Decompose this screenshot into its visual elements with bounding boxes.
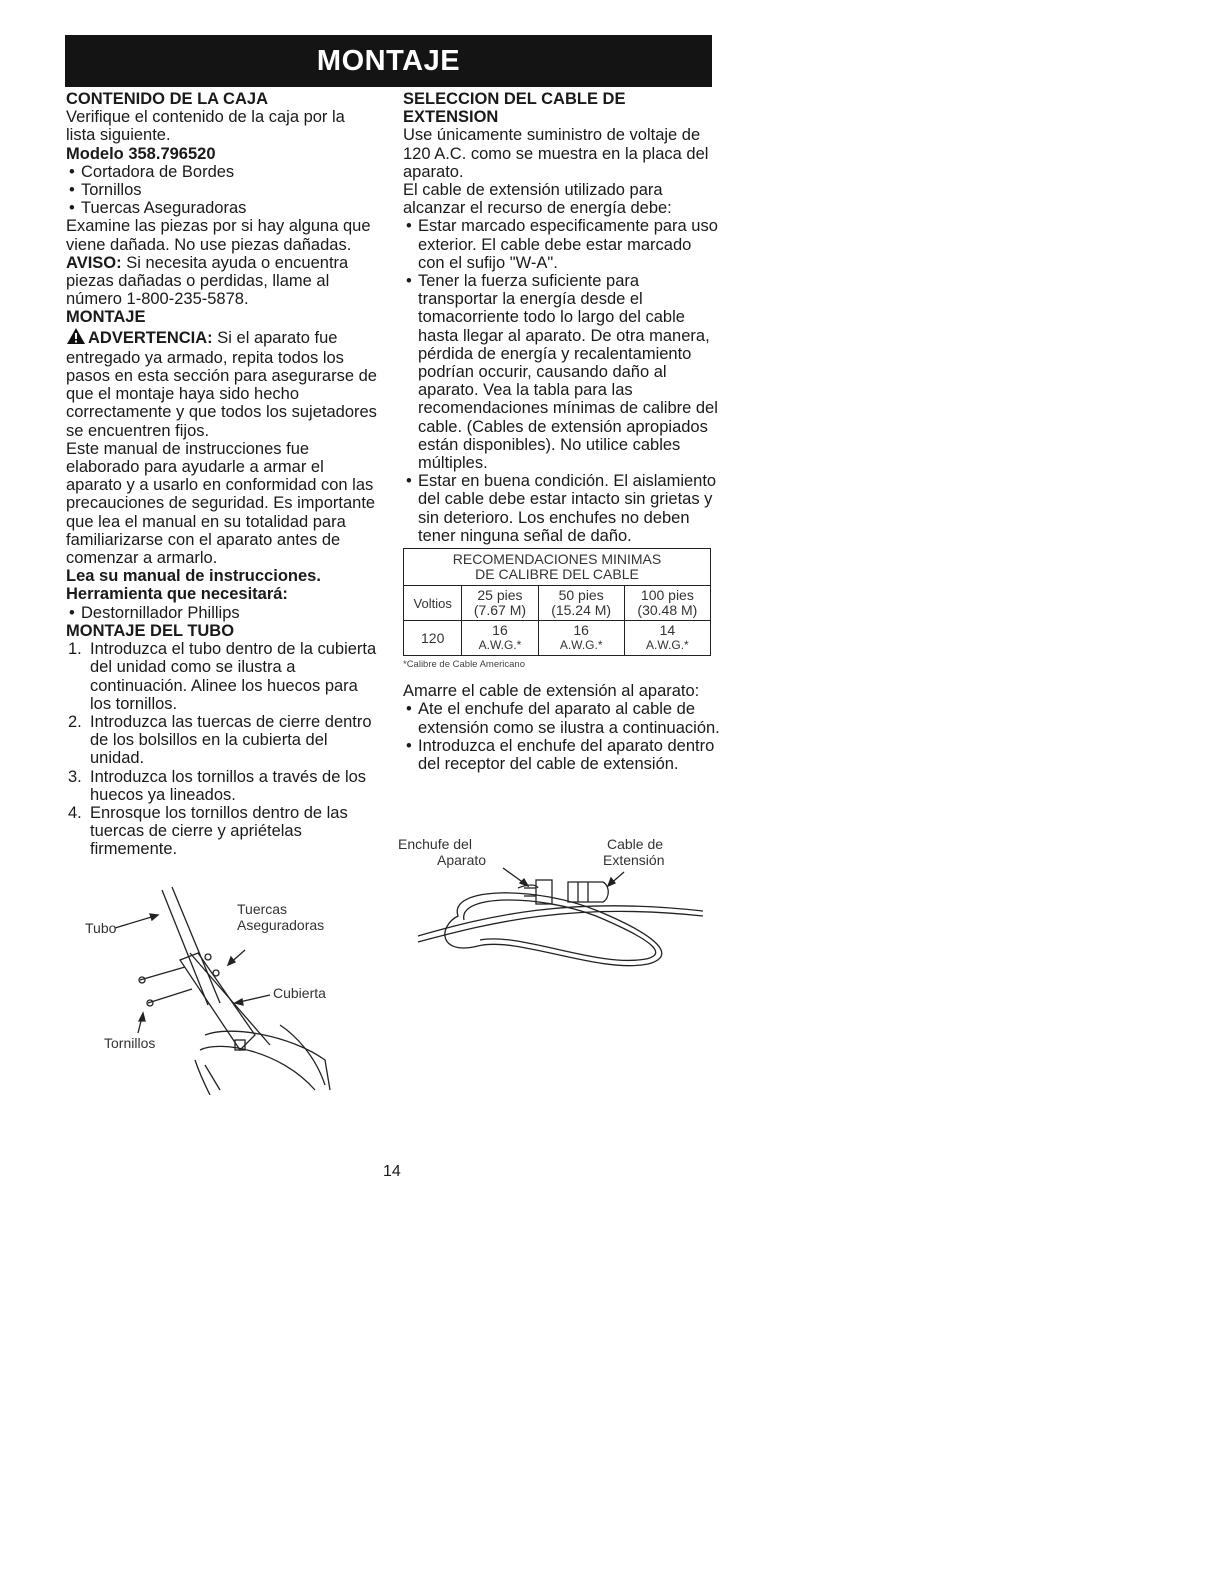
tube-assembly-figure (80, 885, 370, 1095)
step-text: Introduzca el tubo dentro de la cubierta del unidad como se ilustra a continuación. Alinee los huecos para los tornillos. (90, 640, 377, 713)
table-cell: 14 A.W.G.* (624, 621, 710, 656)
manual-purpose-text: Este manual de instrucciones fue elaborado para ayudarle a armar el aparato y a usarlo en conformidad con las precauciones de seguridad. Es importante que lea el manual en su totalidad para familiarizarse con el aparato antes de comenzar a armarlo. (66, 439, 376, 568)
list-item: • Tuercas Aseguradoras (66, 199, 378, 217)
table-cell: 50 pies (15.24 M) (538, 586, 624, 621)
figure-label-screws: Tornillos (104, 1035, 156, 1051)
table-cell: 120 (404, 621, 462, 656)
table-title-line2: DE CALIBRE DEL CABLE (475, 566, 639, 583)
box-contents-intro: Verifique el contenido de la caja por la lista siguiente. (66, 108, 345, 145)
assembly-heading: MONTAJE (66, 308, 146, 327)
table-cell: Voltios (404, 586, 462, 621)
tube-steps (66, 640, 378, 858)
figure-label-cover: Cubierta (273, 985, 326, 1001)
figure-label-nuts-line2: Aseguradoras (237, 917, 325, 933)
list-item: • Estar en buena condición. El aislamiento del cable debe estar intacto sin grietas y sin deterioro. Los enchufes no deben tener ninguna señal de daño. (403, 472, 721, 545)
tools-list (66, 604, 378, 622)
figure-label-plug-line2: Aparato (437, 852, 487, 868)
right-column (403, 90, 721, 773)
table-cell: 16 A.W.G.* (538, 621, 624, 656)
tie-cable-list (403, 700, 721, 773)
box-contents-list (66, 163, 378, 218)
warning-text: Si el aparato fue entregado ya armado, repita todos los pasos en esta sección para asegurarse de que el montaje haya sido hecho correctamente y que todos los sujetadores se encuentren fijos. (66, 328, 377, 440)
notice-text: Si necesita ayuda o encuentra piezas dañadas o perdidas, llame al número 1-800-235-5878. (66, 253, 349, 309)
step-number: 1. (68, 640, 82, 659)
table-title-line1: RECOMENDACIONES MINIMAS (452, 551, 662, 568)
cable-requirements-intro: El cable de extensión utilizado para alcanzar el recurso de energía debe: (403, 181, 672, 218)
tube-assembly-drawing (80, 885, 370, 1095)
warning-icon (66, 327, 86, 349)
figure-label-tube: Tubo (85, 920, 117, 936)
page-number: 14 (383, 1163, 401, 1180)
step-number: 3. (68, 767, 82, 786)
tools-heading: Herramienta que necesitará: (66, 585, 288, 604)
step-item (66, 640, 378, 713)
table-cell: 100 pies (30.48 M) (624, 586, 710, 621)
left-column (66, 90, 378, 859)
table-row (404, 621, 711, 656)
step-text: Introduzca las tuercas de cierre dentro de los bolsillos en la cubierta del unidad. (90, 712, 372, 768)
tube-assembly-heading: MONTAJE DEL TUBO (66, 621, 235, 640)
warning-label: ADVERTENCIA: (88, 328, 213, 347)
read-manual-text: Lea su manual de instrucciones. (66, 567, 321, 586)
step-text: Enrosque los tornillos dentro de las tuercas de cierre y apriételas firmemente. (90, 803, 348, 859)
table-cell: 25 pies (7.67 M) (462, 586, 538, 621)
cable-gauge-table (403, 548, 711, 656)
step-item (66, 713, 378, 768)
list-item: • Destornillador Phillips (66, 604, 378, 622)
notice-paragraph (66, 254, 378, 309)
cable-requirements-list (403, 217, 721, 545)
figure-label-cable-line1: Cable de (607, 836, 664, 852)
section-banner (65, 35, 712, 87)
cable-heading: SELECCION DEL CABLE DE EXTENSION (403, 90, 626, 127)
list-item: • Tener la fuerza suficiente para transportar la energía desde el tomacorriente todo lo largo del cable hasta llegar al aparato. De otra manera, pérdida de energía y recalentamiento podrían occurir, causando daño al aparato. Vea la tabla para las recomendaciones mínimas de calibre del cable. (Cables de extensión apropiados están disponibles). No utilice cables múltiples. (403, 272, 721, 472)
page-title: MONTAJE (316, 45, 461, 77)
figure-label-cable-line2: Extensión (603, 852, 665, 868)
table-row (404, 549, 711, 586)
figure-label-nuts-line1: Tuercas (237, 901, 288, 917)
table-footnote: *Calibre de Cable Americano (403, 659, 525, 671)
figure-label-plug-line1: Enchufe del (398, 836, 472, 852)
cable-tie-figure (398, 836, 718, 976)
notice-label: AVISO: (66, 253, 122, 272)
inspect-parts-text: Examine las piezas por si hay alguna que viene dañada. No use piezas dañadas. (66, 217, 371, 254)
list-item: • Cortadora de Bordes (66, 163, 378, 181)
tie-cable-intro: Amarre el cable de extensión al aparato: (403, 682, 700, 701)
step-item (66, 804, 378, 859)
table-row (404, 586, 711, 621)
list-item: • Introduzca el enchufe del aparato dentro del receptor del cable de extensión. (403, 737, 721, 773)
box-contents-heading: CONTENIDO DE LA CAJA (66, 90, 268, 108)
table-cell: 16 A.W.G.* (462, 621, 538, 656)
warning-paragraph (66, 327, 378, 440)
table-title (404, 549, 711, 586)
list-item: • Tornillos (66, 181, 378, 199)
step-number: 4. (68, 803, 82, 822)
model-number: Modelo 358.796520 (66, 144, 216, 163)
list-item: • Ate el enchufe del aparato al cable de extensión como se ilustra a continuación. (403, 700, 721, 736)
step-number: 2. (68, 712, 82, 731)
step-item (66, 768, 378, 804)
list-item: • Estar marcado especificamente para uso exterior. El cable debe estar marcado con el sufijo "W-A". (403, 217, 721, 272)
step-text: Introduzca los tornillos a través de los huecos ya lineados. (90, 767, 367, 804)
voltage-text: Use únicamente suministro de voltaje de 120 A.C. como se muestra en la placa del aparato. (403, 126, 709, 181)
